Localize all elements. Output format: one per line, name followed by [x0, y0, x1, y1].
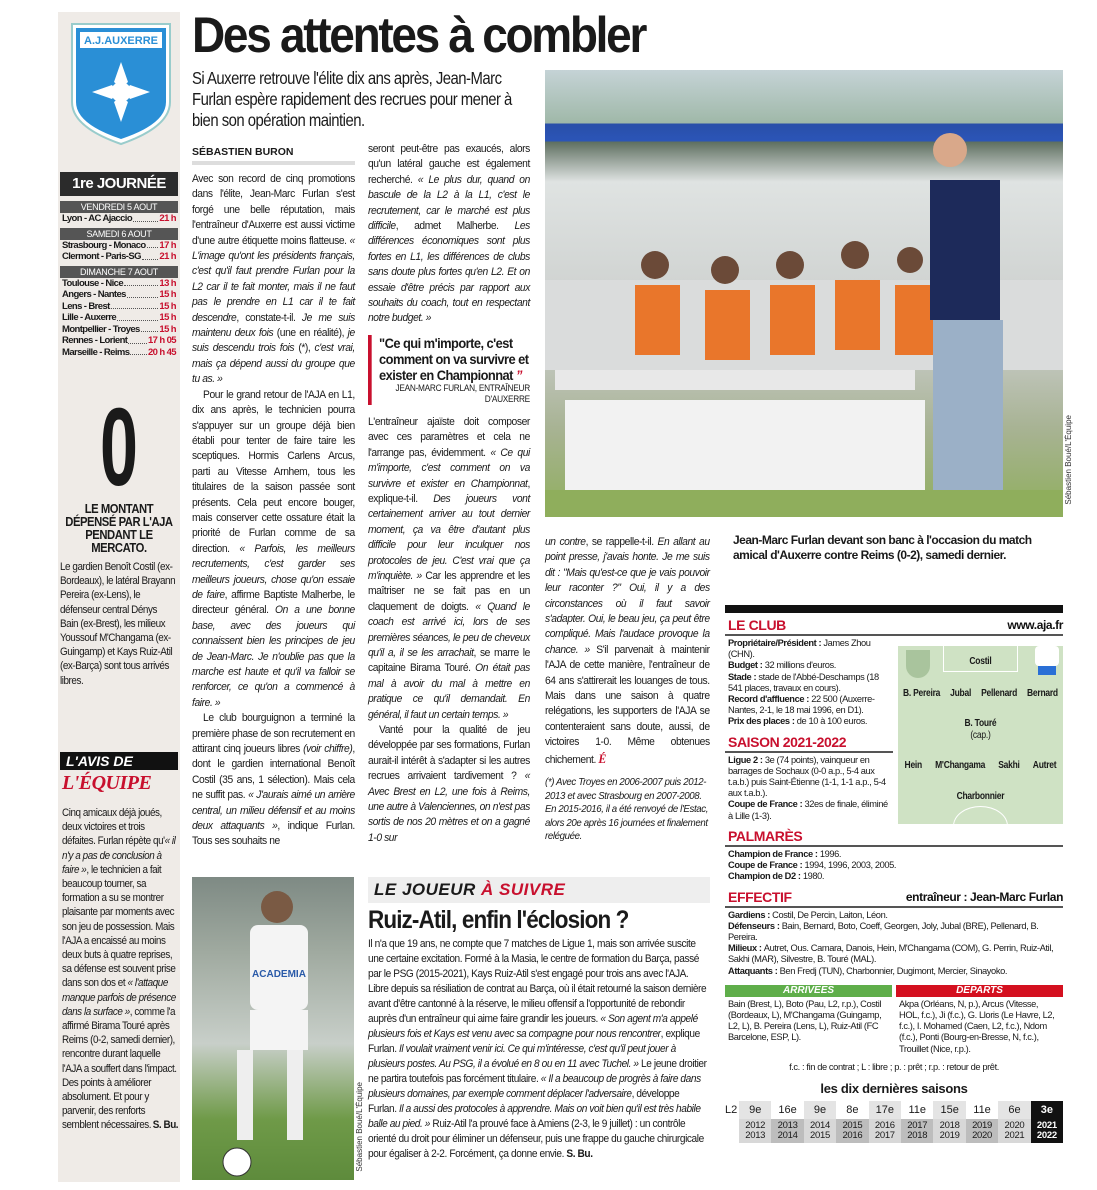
body-text: , se rappelle-t-il. — [585, 536, 658, 548]
body-text: , affirme Baptiste Malherbe, le directeur général. — [192, 588, 355, 617]
leader-dots — [128, 335, 147, 344]
body-text: L'entraîneur ajaïste doit composer avec ces paramètres et cela ne l'arrange pas, évidemment. — [368, 415, 530, 459]
pull-quote-author: JEAN-MARC FURLAN, ENTRAÎNEUR D'AUXERRE — [395, 382, 530, 404]
body-text: Avec son record de cinq promotions dans l'élite, Jean-Marc Furlan s'est forgé une belle réputation, mais l'entraîneur d'Auxerre est aussi victime d'une autre étiquette moins flatteuse. — [192, 173, 355, 247]
article-column-2 — [368, 142, 530, 327]
season-section-title: SAISON 2021-2022 — [725, 734, 893, 753]
fixture-teams: Montpellier - Troyes — [62, 323, 140, 335]
quote-text: je suis descendu trois fois — [192, 327, 355, 355]
fixture-teams: Lille - Auxerre — [62, 312, 117, 323]
quote-text: « Quand le coach est arrivé ici, lors de ses premières séances, le peu de cheveux qu'il a, il se les arrachait — [368, 600, 530, 659]
lineup-def: Bernard — [1027, 688, 1058, 699]
body-text: Le club bourguignon a terminé la première phase de son recrutement en attirant cinq joueurs libres — [192, 712, 355, 756]
fixture-row — [60, 301, 178, 313]
info-line — [728, 716, 890, 727]
headline: Des attentes à combler — [192, 7, 646, 63]
logo-text: A.J.AUXERRE — [84, 35, 158, 47]
fixture-teams: Strasbourg - Monaco — [62, 239, 146, 251]
info-label: Ligue 2 : — [728, 754, 765, 765]
seasons-title: les dix dernières saisons — [820, 1081, 968, 1097]
club-info — [725, 636, 893, 730]
season-rank: 11e — [901, 1101, 933, 1119]
quote-text: On était pas mal à avoir du mal à mettre en pratique ce qu'il demandait. En général, il faut un certain temps. » — [368, 662, 530, 721]
info-label: Coupe de France : — [728, 860, 805, 871]
fixture-time: 13 h — [159, 277, 176, 289]
season-cell — [836, 1101, 868, 1143]
pull-quote — [368, 335, 530, 405]
body-text: , dont le gardien international Benoît Costil (35 ans, 1 sélection). Mais cela ne suffit pas. — [192, 743, 355, 802]
leader-dots — [117, 312, 158, 321]
quote-text: c'est vrai, mais ça dépend aussi du groupe que tu as. » — [192, 342, 355, 386]
photo-credit: Sébastien Boué/L'Équipe — [1064, 415, 1073, 505]
info-value: Costil, De Percin, Laiton, Léon. — [772, 909, 888, 920]
fixture-time: 15 h — [159, 323, 176, 335]
club-box — [725, 605, 1063, 1143]
lineup-mid: Autret — [1032, 760, 1057, 771]
season-years: 2018 2019 — [933, 1119, 965, 1143]
fixture-teams: Clermont - Paris-SG — [62, 251, 141, 262]
transfer-legend: f.c. : fin de contrat ; L : libre ; p. : prêt ; r.p. : retour de prêt. — [789, 1061, 999, 1072]
lineup-gk-row — [898, 656, 1063, 668]
quote-text: Je me suis maintenu deux fois — [192, 311, 355, 340]
info-value: 1996. — [819, 849, 842, 859]
info-value: 1994, 1996, 2003, 2005. — [804, 860, 897, 871]
lineup-mid-row — [898, 760, 1063, 772]
quote-text: un contre — [545, 536, 586, 548]
quote-text: « J'aurais aimé un arrière central, un milieu défensif et au moins deux attaquants » — [192, 789, 355, 833]
quote-text: « Son agent m'a appelé plusieurs fois et Kays est venu avec sa compagne pour nous rencontrer — [368, 1013, 698, 1040]
info-value: Bain, Bernard, Boto, Coeff, Georgen, Joly, Jubal (BRE), Pellenard, B. Pereira. — [728, 920, 1039, 943]
leader-dots — [127, 289, 159, 298]
info-label: Coupe de France : — [728, 799, 805, 810]
fixture-teams: Toulouse - Nice — [62, 277, 124, 289]
lineup-note-row — [898, 730, 1063, 742]
info-line — [728, 660, 890, 671]
fixture-teams: Lyon - AC Ajaccio — [62, 213, 133, 224]
info-line — [728, 943, 1060, 965]
big-figure: 0 — [100, 386, 138, 509]
fixture-row — [60, 347, 178, 359]
body-text: (une en réalité), — [273, 327, 348, 340]
effectif-section-title: EFFECTIF entraîneur : Jean-Marc Furlan — [725, 889, 1063, 908]
season-cell — [933, 1101, 965, 1143]
info-line — [728, 921, 1060, 943]
body-text: seront peut-être pas exaucés, alors qu'un latéral gauche est également recherché. — [368, 143, 530, 186]
season-cell — [1031, 1101, 1063, 1143]
season-rank: 6e — [998, 1101, 1030, 1119]
departures-header: DEPARTS — [896, 985, 1063, 997]
fixture-time: 15 h — [159, 300, 176, 312]
paragraph — [192, 388, 355, 712]
fixture-row — [60, 335, 178, 347]
season-years: 2013 2014 — [771, 1119, 803, 1143]
figure-caption: LE MONTANT DÉPENSÉ PAR L'AJA PENDANT LE MERCATO. — [65, 502, 173, 555]
quote-text: « Avec Brest en L2, une fois à Reims, une autre à Valenciennes, on n'est pas sortis de nos 20 mètres et on a gagné 1-0 sur — [368, 770, 530, 844]
leader-dots — [124, 278, 158, 287]
quote-text: Des joueurs vont certainement arriver au tout dernier moment, ça va être d'autant plus difficile pour leur inculquer nos protocoles de jeu. C'est vrai que ça m'inquiète. » — [368, 492, 530, 582]
quote-text: « Il a beaucoup de progrès à faire dans plusieurs domaines, par exemple comment déplacer l'adversaire — [368, 1073, 701, 1100]
player-photo — [192, 877, 354, 1180]
body-text: Pour le grand retour de l'AJA en L1, dix ans après, le technicien pourra s'appuyer sur un groupe déjà bien établi pour tenter de faire taire les sceptiques. Hormis Carlens Arcus, parti au Vitesse Arnhem, tous les titulaires de la saison passée sont présents. Cela peut encore bouger, mais conserver cette ossature était la priorité de Furlan comme de sa direction. — [192, 388, 355, 555]
body-text: , développe Furlan. — [368, 1088, 680, 1115]
info-label: Champion de France : — [728, 849, 820, 859]
lineup-def-row — [898, 688, 1063, 700]
leader-dots — [133, 213, 158, 222]
player-figure — [192, 877, 354, 1180]
info-value: 22 500 (Auxerre-Nantes, 2-1, le 18 mai 1996, en D1). — [728, 694, 875, 716]
fixture-teams: Rennes - Lorient — [62, 335, 128, 346]
fixture-row — [60, 240, 178, 252]
info-label: Budget : — [728, 660, 765, 671]
fixture-day: VENDREDI 5 AOUT — [60, 201, 178, 213]
body-text: S'il parvenait à maintenir l'AJA de cette manière, l'entraîneur de 64 ans s'attirerait les louanges de tous. Mais dans une saison à quatre relégations, les supporters de l'AJA se contenteraient sans doute, aussi, de victoires 1-0. Même obtenues chichement. — [545, 643, 710, 766]
avis-text — [62, 806, 178, 1133]
season-cell — [739, 1101, 771, 1143]
lineup-mid: Hein — [904, 760, 922, 771]
end-mark-icon: É — [598, 750, 606, 766]
leader-dots — [130, 347, 147, 356]
quote-text: « Le plus dur, quand on bascule de la L2 à la L1, c'est le recrutement, car le marché est plus difficile — [368, 173, 530, 233]
info-label: Milieux : — [728, 943, 764, 954]
figure-text: Le gardien Benoît Costil (ex-Bordeaux), le latéral Brayann Pereira (ex-Lens), le défenseur central Dénys Bain (ex-Brest), les milieux Youssouf M'Changama (ex-Guingamp) et Kays Ruiz-Atil (ex-Barça) sont tous arrivés libres. — [60, 561, 176, 687]
info-label: Gardiens : — [728, 909, 773, 920]
info-line — [728, 860, 1060, 871]
player-article — [368, 937, 710, 1162]
journee-header: 1re JOURNÉE — [60, 172, 178, 196]
departures-list: Akpa (Orléans, N, p.), Arcus (Vitesse, HOL, f.c.), Ji (f.c.), G. Lloris (Le Havre, L2, f.c.), I. Mohamed (Caen, L2, f.c.), Ndom (f.c.), Ponti (Bourg-en-Bresse, N, f.c.), Trouillet (Nice, r.p.). — [899, 998, 1055, 1054]
info-label: Propriétaire/Président : — [728, 638, 824, 648]
paragraph — [368, 723, 530, 846]
season-years: 2017 2018 — [901, 1119, 933, 1143]
subtitle: Si Auxerre retrouve l'élite dix ans après, Jean-Marc Furlan espère rapidement des recrues pour mener à bien son opération maintien. — [192, 68, 512, 130]
info-line — [728, 849, 1060, 860]
lineup-captain-note: (cap.) — [970, 730, 991, 741]
quote-text: Les différences économiques sont plus fortes en L1, les différences de clubs sans doute plus fortes qu'en L2. Et on essaie d'être précis par rapport aux souhaits du coach, tout en respectant notre budget. » — [368, 220, 530, 325]
club-website-link[interactable]: www.aja.fr — [1007, 618, 1063, 632]
body-text: , explique-t-il. — [368, 477, 530, 505]
lineup-gk: Costil — [969, 656, 992, 667]
body-text: , admet Malherbe. — [395, 220, 515, 233]
info-value: de 10 à 100 euros. — [796, 716, 868, 727]
info-value: stade de l'Abbé-Deschamps (18 541 places, travaux en cours). — [728, 671, 879, 693]
season-info — [725, 753, 893, 824]
lineup-mid: M'Changama — [935, 760, 986, 771]
info-label: Prix des places : — [728, 716, 797, 727]
info-value: 3e (74 points), vainqueur en barrages de Sochaux (0-0 a.p., 5-4 aux t.a.b.) puis Saint-Étienne (1-1, 1-1 a.p., 5-4 aux t.a.b.). — [728, 754, 886, 799]
info-label: Attaquants : — [728, 965, 780, 976]
quote-text: « Ce qui m'importe, c'est comment on va survivre et exister en Championnat — [368, 446, 530, 490]
quote-text: « l'attaque manque parfois de présence dans la surface » — [62, 977, 176, 1018]
info-line — [728, 966, 1060, 977]
shirt-text: ACADEMIA — [252, 969, 306, 980]
quote-text: « il n'y a pas de conclusion à faire » — [62, 835, 176, 876]
article-column-2-wrapper — [368, 142, 530, 846]
info-line — [728, 871, 1060, 882]
season-years: 2019 2020 — [966, 1119, 998, 1143]
fixtures-list — [60, 198, 178, 358]
info-line — [728, 638, 890, 660]
club-section-title: LE CLUB www.aja.fr — [725, 617, 1063, 636]
body-text: , comme l'a affirmé Birama Touré après Reims (0-2, samedi dernier), rencontre durant laquelle l'AJA a souffert dans l'impact. Des points à améliorer absolument. Et pour y parvenir, des renforts semblent nécessaires. — [62, 1005, 177, 1132]
body-text: Il n'a que 19 ans, ne compte que 7 matches de Ligue 1, mais son arrivée suscite une certaine excitation. Formé à la Masia, le centre de formation du Barça, passé par le PSG (2015-2021), Kays Ruiz-Atil s'est engagé pour trois ans avec l'AJA. Libre depuis sa résiliation de contrat au Barça, où il était retourné la saison dernière avant d'être cantonné à la réserve, le milieu offensif a l'opportunité de rebondir auprès d'un entraîneur qui aime faire grandir les joueurs. — [368, 938, 707, 1025]
photo-caption: Jean-Marc Furlan devant son banc à l'occasion du match amical d'Auxerre contre Reims (0-2), samedi dernier. — [733, 533, 1032, 562]
info-value: 32 millions d'euros. — [764, 660, 836, 671]
body-text: Le jeune droitier ne partira toutefois pas forcément titulaire. — [368, 1058, 707, 1085]
club-left-column — [725, 636, 893, 824]
bench-scene — [545, 70, 1063, 517]
quote-text: Il voulait vraiment venir ici. Ce qui m'intéresse, c'est qu'il peut jouer à plusieurs postes. Au PSG, il a évolué en 8 ou en 11 avec Tuchel. » — [368, 1043, 676, 1070]
byline: SÉBASTIEN BURON — [192, 146, 355, 165]
fixture-row — [60, 312, 178, 324]
arrivals-header: ARRIVEES — [725, 985, 892, 997]
fixture-time: 21 h — [159, 213, 176, 224]
palmares-info — [725, 847, 1063, 885]
quote-mark-icon: ” — [515, 366, 522, 383]
quote-text: On a une bonne base, avec des joueurs qui connaissent bien les principes de jeu de Jean-Marc. Je n'oublie pas que la marche est haute et qu'il va falloir se renforcer, ce qu'on a commencé à faire. » — [192, 604, 355, 709]
leader-dots — [141, 324, 159, 333]
fixture-time: 17 h 05 — [147, 335, 176, 346]
info-line — [728, 672, 890, 694]
season-cell — [869, 1101, 901, 1143]
avis-header: L'AVIS DE — [60, 752, 178, 770]
coach-label: entraîneur : Jean-Marc Furlan — [905, 889, 1063, 904]
info-line — [728, 694, 890, 716]
fixture-teams: Angers - Nantes — [62, 289, 126, 300]
paragraph — [192, 711, 355, 850]
season-rank: 9e — [739, 1101, 771, 1119]
avis-signature: S. Bu. — [152, 1119, 179, 1132]
lineup-pitch — [898, 646, 1063, 824]
fixture-row — [60, 251, 178, 263]
fixture-day: SAMEDI 6 AOUT — [60, 228, 178, 240]
article-column-2b — [368, 415, 530, 846]
fixture-time: 15 h — [159, 289, 176, 300]
info-label: Stade : — [728, 671, 759, 682]
body-text: , indique Furlan. Tous ses souhaits ne — [192, 820, 355, 848]
lineup-def: Pellenard — [981, 688, 1018, 699]
lineup-fw-row — [898, 791, 1063, 803]
body-text: (*), — [294, 342, 315, 355]
season-rank: 15e — [933, 1101, 965, 1119]
season-cell — [901, 1101, 933, 1143]
season-years: 2021 2022 — [1031, 1119, 1063, 1143]
body-text: , le technicien a fait beaucoup tourner, sa formation a su se montrer plaisante par moments avec son jeu de possession. Mais l'AJA a encaissé au moins deux buts à quatre reprises, sa défense est souvent prise dans son dos et — [62, 863, 176, 990]
squad-info — [725, 908, 1063, 979]
season-rank: 16e — [771, 1101, 803, 1119]
fixture-time: 20 h 45 — [147, 346, 176, 358]
info-value: 1980. — [802, 871, 825, 882]
quote-text: Il a aussi des protocoles à apprendre. Mais on voit bien qu'il est très habile balle au pied. » — [368, 1103, 701, 1130]
footnote: (*) Avec Troyes en 2006-2007 puis 2012-2013 et avec Strasbourg en 2007-2008. En 2015-2016, il a été renvoyé de l'Estac, alors 20e après 16 journées et finalement reléguée. — [545, 776, 709, 843]
fixture-time: 21 h — [159, 251, 176, 262]
leader-dots — [147, 240, 159, 249]
info-label: Défenseurs : — [728, 920, 782, 931]
quote-text: En allant au point presse, j'avais honte. Je me suis dit : "Mais qu'est-ce que je vais pouvoir leur raconter ?" Oui, il y a des circonstances où il faut savoir s'adapter. Oui, le beau jeu, ça peut être compliqué. Mais l'audace provoque la chance. » — [545, 536, 710, 656]
body-text: Vanté pour la qualité de jeu développée par ses formations, Furlan aurait-il intérêt à s'adapter si les autres recrues arrivaient tardivement ? — [368, 724, 530, 783]
main-photo — [545, 70, 1063, 517]
season-years: 2012 2013 — [739, 1119, 771, 1143]
fixture-row — [60, 324, 178, 336]
aja-logo — [70, 22, 172, 146]
fixture-teams: Marseille - Reims — [62, 346, 130, 358]
transfers — [725, 985, 1063, 1057]
player-photo-credit: Sébastien Boué/L'Équipe — [355, 1082, 364, 1172]
league-label: L2 — [725, 1104, 738, 1117]
info-value: 32es de finale, éliminé à Lille (1-3). — [728, 799, 888, 821]
season-rank: 9e — [804, 1101, 836, 1119]
season-years: 2016 2017 — [869, 1119, 901, 1143]
player-article-signature: S. Bu. — [566, 1148, 593, 1160]
club-box-top-bar — [725, 605, 1063, 613]
lineup-mid: Sakhi — [998, 760, 1020, 771]
player-kicker: LE JOUEUR À SUIVRE — [368, 877, 710, 903]
figure-block — [60, 503, 179, 688]
article-column-1 — [192, 172, 355, 850]
fixture-time: 17 h — [159, 239, 176, 251]
season-years: 2015 2016 — [836, 1119, 868, 1143]
info-line — [728, 910, 1060, 921]
fixture-day: DIMANCHE 7 AOUT — [60, 266, 178, 278]
info-value: Autret, Ous. Camara, Danois, Hein, M'Changama (COM), G. Perrin, Ruiz-Atil, Sakhi (MAR), Silvestre, B. Touré (MAL). — [728, 943, 1054, 965]
body-text: Cinq amicaux déjà joués, deux victoires et trois défaites. Furlan répète qu' — [62, 807, 165, 848]
avis-brand: L'ÉQUIPE — [62, 772, 152, 794]
lineup-dm: B. Touré — [964, 718, 997, 729]
body-text: Car les apprendre et les maîtriser ne se fait pas en un claquement de doigts. — [368, 569, 530, 613]
quote-text: « Parfois, les meilleurs recrutements, c'est garder ses meilleurs joueurs, chose qu'on essaie de faire — [192, 542, 355, 601]
info-label: Champion de D2 : — [728, 871, 803, 882]
center-circle — [953, 806, 1008, 824]
info-value: James Zhou (CHN). — [728, 638, 871, 660]
player-headline: Ruiz-Atil, enfin l'éclosion ? — [368, 906, 629, 934]
season-rank: 11e — [966, 1101, 998, 1119]
leader-dots — [111, 301, 159, 310]
fixture-teams: Lens - Brest — [62, 300, 110, 312]
pull-quote-text: "Ce qui m'importe, c'est comment on va survivre et exister en Championnat ” — [379, 334, 529, 383]
article-column-3 — [545, 535, 710, 844]
body-text: , constate-t-il. — [236, 311, 302, 324]
seasons-table — [739, 1101, 1063, 1143]
info-line — [728, 755, 890, 800]
seasons-row — [725, 1101, 1063, 1143]
paragraph — [368, 142, 530, 327]
season-cell — [998, 1101, 1030, 1143]
fixture-row — [60, 213, 178, 225]
season-cell — [966, 1101, 998, 1143]
fixture-time: 15 h — [159, 312, 176, 323]
paragraph — [192, 172, 355, 388]
season-years: 2020 2021 — [998, 1119, 1030, 1143]
quote-text: (voir chiffre) — [303, 743, 353, 756]
lineup-def: B. Pereira — [902, 688, 941, 699]
season-rank: 17e — [869, 1101, 901, 1119]
lineup-fw: Charbonnier — [956, 791, 1005, 802]
fixture-row — [60, 278, 178, 290]
leader-dots — [142, 251, 159, 260]
lineup-def: Jubal — [950, 688, 972, 699]
season-rank: 8e — [836, 1101, 868, 1119]
season-cell — [804, 1101, 836, 1143]
arrivals-list: Bain (Brest, L), Boto (Pau, L2, r.p.), Costil (Bordeaux, L), M'Changama (Guingamp, L2, L), B. Pereira (Lens, L), Ruiz-Atil (FC Barcelone, ESP, L). — [728, 998, 882, 1043]
body-text: , explique Furlan. — [368, 1028, 700, 1055]
paragraph — [545, 535, 710, 768]
season-cell — [771, 1101, 803, 1143]
info-value: Ben Fredj (TUN), Charbonnier, Dugimont, Mercier, Sinayoko. — [779, 965, 1008, 976]
info-label: Record d'affluence : — [728, 694, 812, 705]
club-top-row — [725, 636, 1063, 824]
body-text: , se marre le capitaine Birama Touré. — [368, 646, 530, 675]
season-years: 2014 2015 — [804, 1119, 836, 1143]
lineup-dm-row — [898, 718, 1063, 730]
fixture-row — [60, 289, 178, 301]
body-text: Ruiz-Atil l'a prouvé face à Amiens (2-3, le 9 juillet) : un contrôle orienté du droit pour éliminer un défenseur, puis une frappe du gauche chirurgicale pour égaliser à 2-2. Forcément, ça donne envie. — [368, 1118, 704, 1160]
info-line — [728, 799, 890, 821]
season-rank: 3e — [1031, 1101, 1063, 1119]
palmares-section-title: PALMARÈS — [725, 828, 1063, 847]
paragraph — [368, 415, 530, 723]
quote-text: « L'image qu'ont les présidents français, c'est qu'il faut prendre Furlan pour la L2 car il te fait monter, mais il ne faut pas le prendre en L1 car il te fait descendre — [192, 234, 355, 324]
